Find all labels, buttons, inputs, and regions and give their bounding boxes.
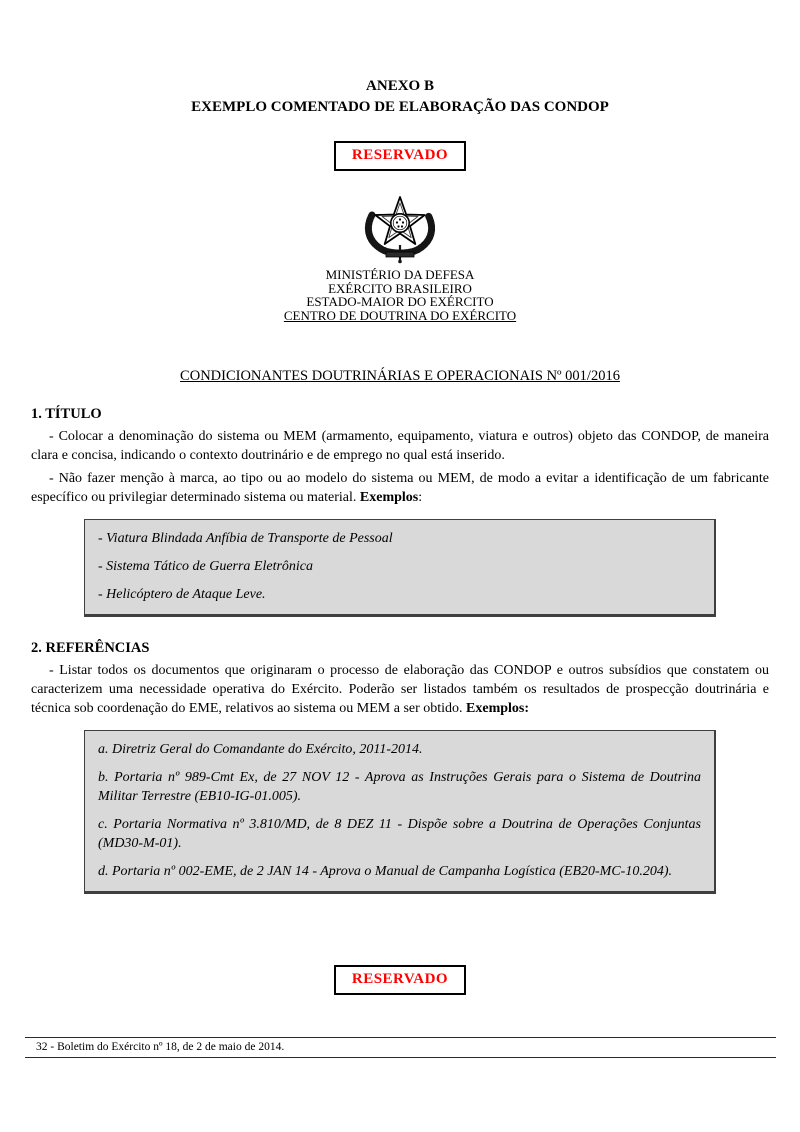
- example-box-titulo: [84, 519, 716, 617]
- paragraph-text: - Colocar a denominação do sistema ou MEM (armamento, equipamento, viatura e outros) objeto das CONDOP, de maneira clara e concisa, indicando o contexto doutrinário e de emprego no qual está inserido.: [31, 429, 769, 463]
- org-line-ministry: MINISTÉRIO DA DEFESA: [325, 267, 475, 282]
- example-item: c. Portaria Normativa nº 3.810/MD, de 8 DEZ 11 - Dispõe sobre a Doutrina de Operações Conjuntas (MD30-M-01).: [98, 817, 701, 851]
- org-line-staff: ESTADO-MAIOR DO EXÉRCITO: [306, 294, 494, 309]
- annex-title-line1: ANEXO B: [366, 78, 434, 94]
- example-item: b. Portaria nº 989-Cmt Ex, de 27 NOV 12 - Aprova as Instruções Gerais para o Sistema de Doutrina Militar Terrestre (EB10-IG-01.005).: [98, 770, 701, 804]
- section-2-paragraph-1: [31, 661, 769, 718]
- page-footer: [25, 1037, 776, 1058]
- paragraph-bold-word: Exemplos:: [466, 701, 530, 716]
- classification-stamp-bottom: RESERVADO: [334, 965, 466, 995]
- org-line-doctrine-center: CENTRO DE DOUTRINA DO EXÉRCITO: [283, 307, 517, 323]
- example-item: a. Diretriz Geral do Comandante do Exército, 2011-2014.: [98, 742, 423, 757]
- document-title: CONDICIONANTES DOUTRINÁRIAS E OPERACIONAIS Nº 001/2016: [180, 368, 620, 384]
- paragraph-text: - Não fazer menção à marca, ao tipo ou ao modelo do sistema ou MEM, de modo a evitar a identificação de um fabricante específico ou privilegiar determinado sistema ou material.: [31, 471, 769, 505]
- section-2-heading: 2. REFERÊNCIAS: [31, 640, 150, 656]
- section-1-paragraph-2: [31, 469, 769, 507]
- classification-stamp-top-wrap: [31, 141, 769, 171]
- example-item: d. Portaria nº 002-EME, de 2 JAN 14 - Aprova o Manual de Campanha Logística (EB20-MC-10.204).: [98, 864, 672, 879]
- classification-stamp-bottom-wrap: [0, 965, 800, 995]
- example-item: - Helicóptero de Ataque Leve.: [98, 587, 266, 602]
- classification-stamp-top: RESERVADO: [334, 141, 466, 171]
- example-box-referencias: [84, 730, 716, 894]
- paragraph-bold-word: Exemplos: [359, 490, 419, 505]
- annex-title-line2: EXEMPLO COMENTADO DE ELABORAÇÃO DAS CONDOP: [191, 99, 609, 115]
- section-referencias: [31, 640, 769, 894]
- org-line-army: EXÉRCITO BRASILEIRO: [328, 280, 472, 296]
- brazilian-army-coat-of-arms-icon: [359, 195, 441, 265]
- section-1-heading: 1. TÍTULO: [31, 406, 102, 422]
- crest-wrap: [31, 195, 769, 265]
- example-item: - Sistema Tático de Guerra Eletrônica: [98, 559, 314, 574]
- paragraph-tail: :: [418, 490, 423, 505]
- example-item: - Viatura Blindada Anfíbia de Transporte de Pessoal: [98, 531, 393, 546]
- paragraph-text: - Listar todos os documentos que originaram o processo de elaboração das CONDOP e outros subsídios que constatem ou caracterizem uma necessidade operativa do Exército. Poderão ser listados também os resultados de prospecção doutrinária e técnica sob coordenação do EME, relativos ao sistema ou MEM a ser obtido.: [31, 663, 769, 716]
- section-1-paragraph-1: [31, 427, 769, 465]
- section-titulo: [31, 406, 769, 617]
- organization-block: [31, 268, 769, 322]
- footer-bulletin-note: 32 - Boletim do Exército nº 18, de 2 de maio de 2014.: [36, 1041, 285, 1053]
